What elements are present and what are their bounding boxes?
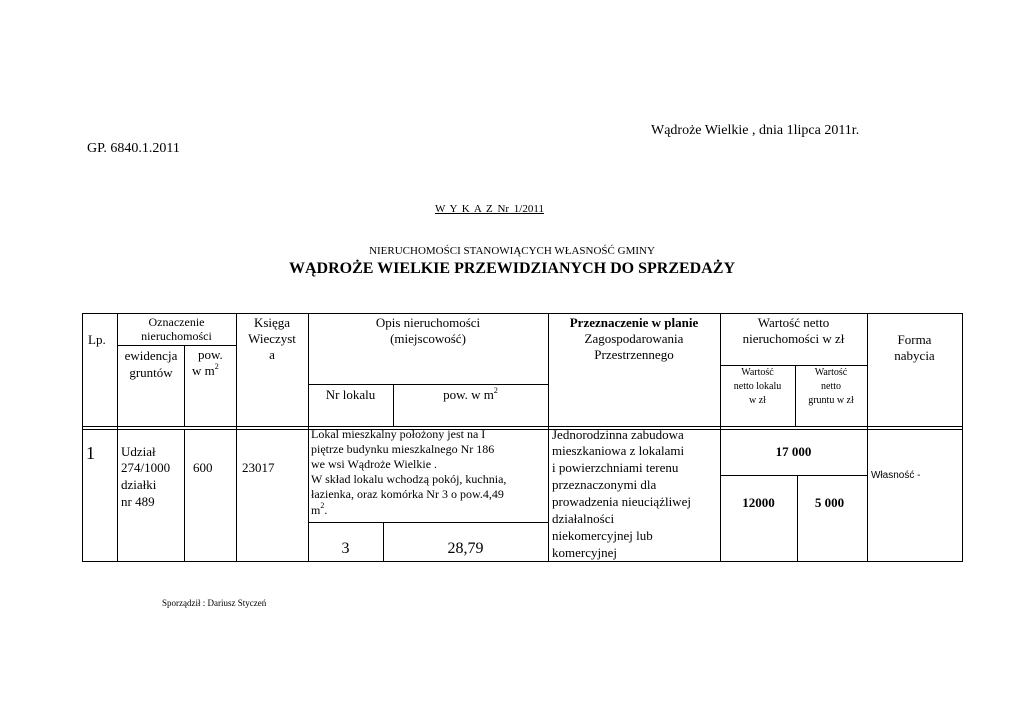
header-oznaczenie: Oznaczenie nieruchomości [141,315,212,343]
row-opis-3: we wsi Wądroże Wielkie . [311,457,438,471]
row-ewidencja-2: 274/1000 [121,460,171,475]
header-nr-lokalu: Nr lokalu [325,387,376,402]
row-wartosc-total: 17 000 [775,444,812,459]
row-pow-lokalu: 28,79 [447,540,484,557]
table-border-bottom [82,561,962,562]
row-lp: 1 [86,443,95,463]
subtitle-line-1: NIERUCHOMOŚCI STANOWIĄCYCH WŁASNOŚĆ GMINY [369,245,655,257]
header-wartosc-2: nieruchomości w zł [742,331,845,346]
header-wartosc-gruntu-2: netto [821,381,841,392]
header-wartosc-gruntu-3: gruntu w zł [808,395,854,406]
row-opis-4: W skład lokalu wchodzą pokój, kuchnia, [311,472,507,486]
header-wartosc-1: Wartość netto [757,315,830,330]
header-przeznaczenie-2: Zagospodarowania [584,331,684,346]
header-forma-1: Forma [897,332,932,347]
header-wartosc-lokalu-3: w zł [749,395,766,406]
prepared-by: Sporządził : Dariusz Styczeń [162,598,267,608]
header-wartosc-lokalu-1: Wartość [741,367,774,378]
document-title: W Y K A Z Nr 1/2011 [435,203,544,215]
header-wartosc-lokalu-2: netto lokalu [733,381,782,392]
row-wartosc-gruntu: 5 000 [814,495,845,510]
row-opis-2: piętrze budynku mieszkalnego Nr 186 [311,442,495,456]
row-przeznaczenie-8: komercyjnej [552,545,617,560]
col-line-5 [720,313,721,561]
header-forma-2: nabycia [894,348,935,363]
row-przeznaczenie-2: mieszkaniowa z lokalami [552,443,685,458]
row-opis-5: łazienka, oraz komórka Nr 3 o pow.4,49 [311,487,504,501]
row-pow: 600 [193,460,213,475]
opis-divider [308,384,548,385]
header-ewidencja: ewidencja gruntów [124,348,178,380]
col-line-0 [82,313,83,561]
oznaczenie-divider [117,345,236,346]
col-line-ewid-head [184,345,185,426]
row-ewidencja-1: Udział [121,444,156,459]
header-ksiega-2: Wieczyst [248,331,296,346]
row-przeznaczenie-3: i powierzchniami terenu [552,460,679,475]
col-line-3 [308,313,309,561]
opis-row-divider [308,522,548,523]
header-ksiega-1: Księga [253,315,291,330]
row-nr-lokalu: 3 [341,540,350,557]
header-opis-2: (miejscowość) [390,331,466,346]
subtitle-line-2: WĄDROŻE WIELKIE PRZEWIDZIANYCH DO SPRZEDAŻY [289,260,735,277]
header-pow-lokalu: pow. w $m^2$ [443,386,498,402]
header-pow: pow. [198,347,223,362]
header-opis-1: Opis nieruchomości [375,315,481,330]
col-line-ewid [184,429,185,561]
table-border-top [82,313,962,314]
row-ewidencja-3: działki [121,477,157,492]
row-ksiega: 23017 [242,460,275,475]
place-date: Wądroże Wielkie , dnia 1lipca 2011r. [651,123,860,138]
wartosc-row-divider [720,475,867,476]
col-line-7 [962,313,963,562]
row-wartosc-lokalu: 12000 [742,495,775,510]
row-forma: Własność - [871,470,921,481]
header-przeznaczenie-3: Przestrzennego [594,347,674,362]
row-przeznaczenie-5: prowadzenia nieuciążliwej [552,494,691,509]
row-opis-6: $m^2$. [311,501,328,517]
row-opis-1: Lokal mieszkalny położony jest na I [311,427,486,441]
row-ewidencja-4: nr 489 [121,494,155,509]
col-line-wartosc [797,475,798,561]
header-pow-unit: w $m^2$ [192,362,219,378]
row-przeznaczenie-1: Jednorodzinna zabudowa [552,427,684,442]
header-przeznaczenie-1: Przeznaczenie w planie [569,315,699,330]
row-przeznaczenie-7: niekomercyjnej lub [552,528,653,543]
row-przeznaczenie-6: działalności [552,511,615,526]
header-wartosc-gruntu-1: Wartość [814,367,848,378]
row-przeznaczenie-4: przeznaczonymi dla [552,477,657,492]
reference-number: GP. 6840.1.2011 [87,141,180,156]
header-ksiega-3: a [269,347,275,362]
header-bottom-2 [82,429,962,430]
header-lp: Lp. [88,332,106,347]
header-bottom-1 [82,426,962,427]
